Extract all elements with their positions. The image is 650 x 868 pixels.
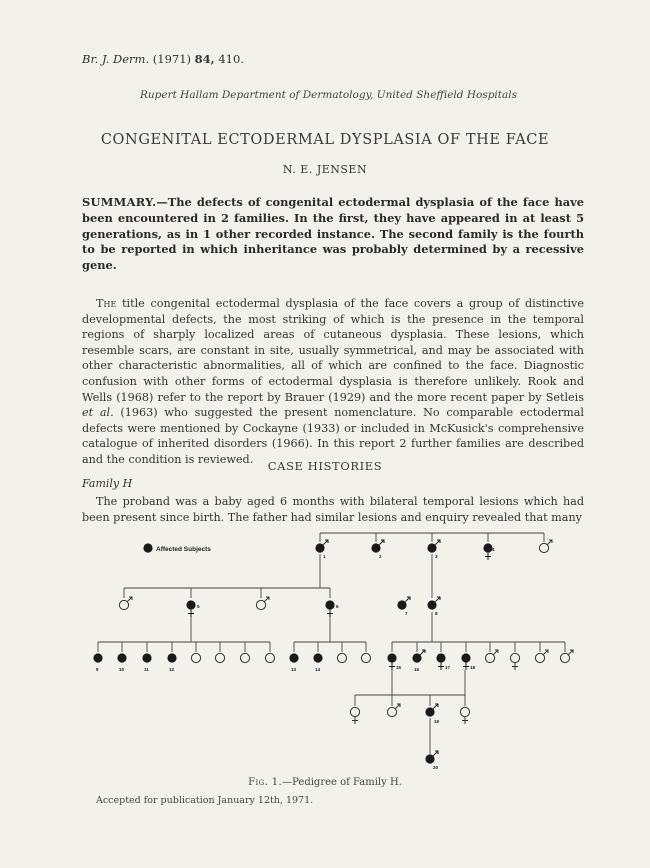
legend-label: Affected Subjects [156, 546, 211, 553]
pedigree-male-affected-19 [425, 704, 438, 717]
pedigree-male-unaffected [485, 650, 498, 663]
pedigree-affected-14 [313, 653, 322, 662]
figure-caption-text: —Pedigree of Family H. [282, 777, 402, 788]
pedigree-number: 9 [96, 667, 99, 672]
pedigree-number: 14 [315, 667, 321, 672]
pedigree-number: 4 [492, 547, 495, 552]
pedigree-female-unaffected [510, 653, 519, 670]
pedigree-number: 10 [119, 667, 125, 672]
pedigree-number: 17 [445, 665, 451, 670]
pedigree-female-affected-6 [325, 600, 334, 617]
legend-affected-icon [143, 543, 152, 552]
pedigree-number: 12 [169, 667, 175, 672]
pedigree-affected-10 [117, 653, 126, 662]
pedigree-affected-13 [289, 653, 298, 662]
pedigree-unaffected [240, 653, 249, 662]
journal-volume: 84, [194, 52, 215, 66]
intro-text: title congenital ectodermal dysplasia of the face covers a group of distinctive developmental defects, the most striking of which is the presence in the temporal regions of sharply localized areas of cutaneous dysplasia. These lesions, which resemble scars, are constant in site, usually symmetrical, and may be associated with other characteristic abnormalities, all of which are confined to the face. Diagnostic confusion with other forms of ectodermal dysplasia is therefore unlikely. Rook and Wells (1968) refer to the report by Brauer (1929) and the more recent paper by Setleis [82, 297, 584, 404]
pedigree-number: 3 [435, 554, 438, 559]
pedigree-number: 16 [414, 667, 420, 672]
summary-label: SUMMARY. [82, 195, 157, 209]
family-subheading: Family H [82, 477, 133, 490]
intro-etal: et al. [82, 406, 114, 420]
case-paragraph: The proband was a baby aged 6 months with bilateral temporal lesions which had been present since birth. The father had similar lesions and enquiry revealed that many [82, 495, 584, 524]
pedigree-male-affected-16 [412, 650, 425, 663]
article-title: CONGENITAL ECTODERMAL DYSPLASIA OF THE FACE [100, 132, 550, 148]
pedigree-legend [143, 543, 211, 553]
pedigree-number: 11 [144, 667, 149, 672]
pedigree-male-unaffected [539, 540, 552, 553]
pedigree-male-unaffected [119, 597, 132, 610]
pedigree-number: 19 [434, 719, 440, 724]
pedigree-male-affected-20 [425, 751, 438, 764]
pedigree-unaffected [337, 653, 346, 662]
journal-page-number: 410. [218, 52, 244, 66]
pedigree-affected-11 [142, 653, 151, 662]
acceptance-note: Accepted for publication January 12th, 1971. [96, 795, 314, 806]
pedigree-male-affected-3 [427, 540, 440, 553]
pedigree-male-unaffected [560, 650, 573, 663]
figure-caption [0, 777, 650, 788]
pedigree-unaffected [215, 653, 224, 662]
pedigree-female-unaffected [350, 707, 359, 724]
pedigree-number: 18 [470, 665, 476, 670]
pedigree-number: 7 [405, 611, 408, 616]
pedigree-number: 15 [396, 665, 402, 670]
pedigree-male-unaffected [387, 704, 400, 717]
pedigree-affected-12 [167, 653, 176, 662]
pedigree-number: 8 [435, 611, 438, 616]
pedigree-lines [98, 533, 565, 754]
pedigree-number: 6 [336, 604, 339, 609]
intro-lead-word: The [96, 297, 117, 310]
pedigree-number: 13 [291, 667, 297, 672]
pedigree-male-unaffected [535, 650, 548, 663]
pedigree-unaffected [361, 653, 370, 662]
pedigree-unaffected [191, 653, 200, 662]
pedigree-male-affected-7 [397, 597, 410, 610]
intro-text-2: (1963) who suggested the present nomenclature. No comparable ectodermal defects were mentioned by Cockayne (1933) or included in McKusick's comprehensive catalogue of inherited disorders (1966). In this report 2 further families are described and the condition is reviewed. [82, 406, 584, 466]
pedigree-male-affected-2 [371, 540, 384, 553]
pedigree-male-affected-1 [315, 540, 328, 553]
pedigree-male-unaffected [256, 597, 269, 610]
author: N. E. JENSEN [282, 163, 368, 176]
pedigree-male-affected-8 [427, 597, 440, 610]
pedigree-number: 1 [323, 554, 326, 559]
pedigree-number: 20 [433, 765, 439, 770]
pedigree-female-unaffected [460, 707, 469, 724]
figure-label: Fig. 1. [248, 777, 283, 788]
affiliation: Rupert Hallam Department of Dermatology, United Sheffield Hospitals [140, 89, 518, 101]
pedigree-number: 2 [379, 554, 382, 559]
summary-text: —The defects of congenital ectodermal dysplasia of the face have been encountered in 2 families. In the first, they have appeared in at least 5 generations, as in 1 other recorded instance. The second family is the fourth to be reported in which inheritance was probably determined by a recessive gene. [82, 195, 584, 273]
section-heading: CASE HISTORIES [267, 459, 383, 473]
pedigree-affected-9 [93, 653, 102, 662]
pedigree-female-affected-5 [186, 600, 195, 617]
pedigree-number: 5 [197, 604, 200, 609]
journal-name: Br. J. Derm. [82, 52, 150, 66]
journal-year: (1971) [152, 52, 192, 66]
pedigree-unaffected [265, 653, 274, 662]
